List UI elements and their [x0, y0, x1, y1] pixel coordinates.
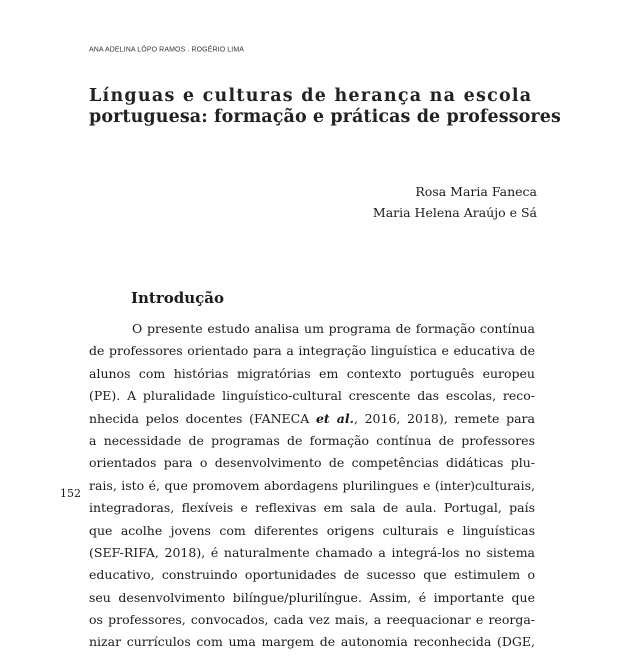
running-header: ANA ADELINA LÔPO RAMOS . ROGÉRIO LIMA [89, 46, 245, 54]
text-line: rais, isto é, que promovem abordagens plurilingues e (inter)culturais, [89, 477, 535, 493]
text-line: educativo, construindo oportunidades de sucesso que estimulem o [89, 567, 535, 583]
page-number: 152 [60, 487, 81, 500]
text-line: a necessidade de programas de formação contínua de professores [89, 432, 535, 448]
author-name: Rosa Maria Faneca [415, 184, 537, 199]
body-paragraph [89, 318, 535, 654]
title-line: Línguas e culturas de herança na escola [89, 86, 533, 106]
author-name: Maria Helena Araújo e Sá [372, 205, 537, 220]
text-line: os professores, convocados, cada vez mais, a reequacionar e reorga- [89, 612, 535, 628]
section-heading: Introdução [131, 289, 225, 307]
article-title [89, 86, 561, 128]
citation-emphasis: et al. [315, 410, 354, 426]
text-run: nhecida pelos docentes (FANECA [89, 410, 316, 426]
text-line: integradoras, flexíveis e reflexivas em sala de aula. Portugal, país [89, 500, 535, 516]
text-line: orientados para o desenvolvimento de competências didáticas plu- [89, 455, 535, 471]
text-run: , 2016, 2018), remete para [353, 410, 535, 426]
text-line: alunos com histórias migratórias em contexto português europeu [89, 365, 535, 381]
text-line: que acolhe jovens com diferentes origens culturais e linguísticas [89, 522, 535, 538]
text-line: seu desenvolvimento bilíngue/plurilíngue. Assim, é importante que [89, 589, 535, 605]
text-line: (PE). A pluralidade linguístico-cultural crescente das escolas, reco- [89, 388, 535, 404]
text-line: (SEF-RIFA, 2018), é naturalmente chamado a integrá-los no sistema [89, 544, 535, 560]
author-list [373, 181, 537, 223]
text-line: de professores orientado para a integração linguística e educativa de [89, 343, 535, 359]
text-line: nizar currículos com uma margem de autonomia reconhecida (DGE, [89, 634, 535, 650]
text-line [89, 408, 535, 430]
title-line: portuguesa: formação e práticas de professores [89, 107, 561, 127]
text-line: O presente estudo analisa um programa de formação contínua [132, 321, 535, 336]
